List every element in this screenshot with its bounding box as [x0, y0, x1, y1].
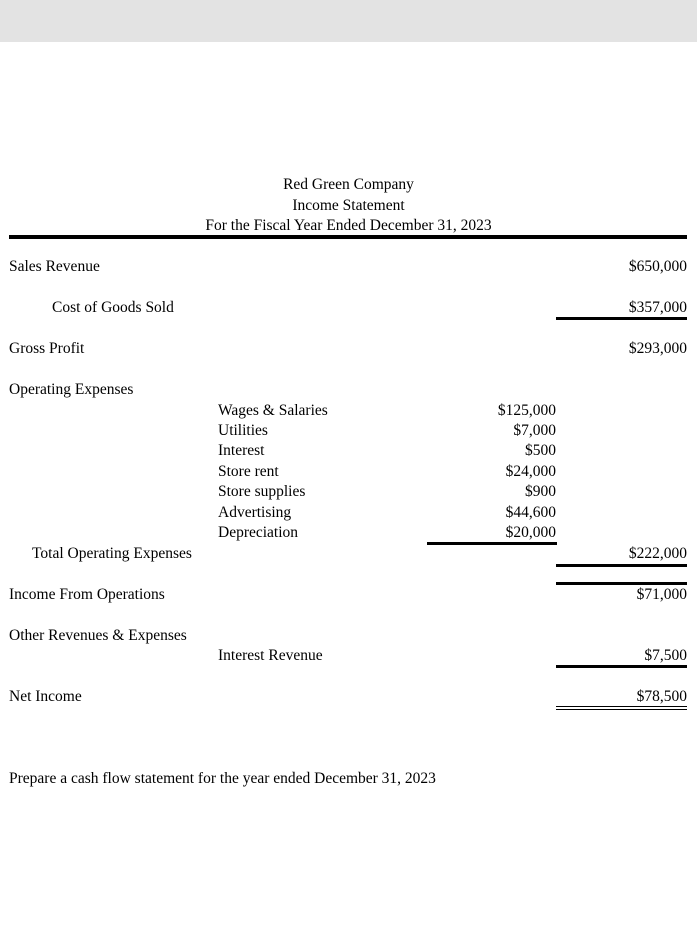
- expense-item-label: Interest: [218, 442, 265, 459]
- expense-item-amount: $24,000: [505, 463, 556, 480]
- cogs-label: Cost of Goods Sold: [52, 299, 174, 316]
- sales-revenue-amount: $650,000: [628, 258, 687, 275]
- gross-profit-label: Gross Profit: [9, 340, 85, 357]
- net-income-double-rule-top: [556, 706, 687, 707]
- cogs-amount: $357,000: [628, 299, 687, 316]
- expense-item-label: Wages & Salaries: [218, 402, 328, 419]
- interest-revenue-amount: $7,500: [644, 647, 687, 664]
- top-bar: [0, 0, 697, 42]
- expense-item-amount: $20,000: [505, 524, 556, 541]
- expense-item-amount: $900: [525, 483, 556, 500]
- net-income-label: Net Income: [9, 688, 82, 705]
- statement-period: For the Fiscal Year Ended December 31, 2023: [205, 217, 492, 234]
- header-rule: [9, 235, 687, 239]
- expense-item-label: Utilities: [218, 422, 268, 439]
- expense-item-label: Store rent: [218, 463, 279, 480]
- income-from-operations-label: Income From Operations: [9, 586, 165, 603]
- gross-profit-amount: $293,000: [628, 340, 687, 357]
- net-income-double-rule-bottom: [556, 709, 687, 710]
- cogs-rule: [556, 317, 687, 320]
- total-expenses-rule: [556, 564, 687, 567]
- expense-item-label: Depreciation: [218, 524, 299, 541]
- statement-title: Income Statement: [292, 197, 405, 214]
- assignment-prompt: Prepare a cash flow statement for the year ended December 31, 2023: [9, 770, 436, 787]
- total-operating-expenses-label: Total Operating Expenses: [32, 545, 192, 562]
- net-income-amount: $78,500: [636, 688, 687, 705]
- operating-expenses-label: Operating Expenses: [9, 381, 134, 398]
- expense-item-amount: $500: [525, 442, 556, 459]
- other-revenues-label: Other Revenues & Expenses: [9, 627, 187, 644]
- expense-item-amount: $7,000: [513, 422, 556, 439]
- company-name: Red Green Company: [283, 176, 414, 193]
- other-revenues-rule: [556, 665, 687, 668]
- expense-item-amount: $125,000: [497, 402, 556, 419]
- income-from-operations-amount: $71,000: [636, 586, 687, 603]
- interest-revenue-label: Interest Revenue: [218, 647, 323, 664]
- expenses-subtotal-rule: [427, 542, 557, 545]
- total-operating-expenses-amount: $222,000: [628, 545, 687, 562]
- expense-item-label: Store supplies: [218, 483, 306, 500]
- expense-item-label: Advertising: [218, 504, 292, 521]
- expense-item-amount: $44,600: [505, 504, 556, 521]
- sales-revenue-label: Sales Revenue: [9, 258, 100, 275]
